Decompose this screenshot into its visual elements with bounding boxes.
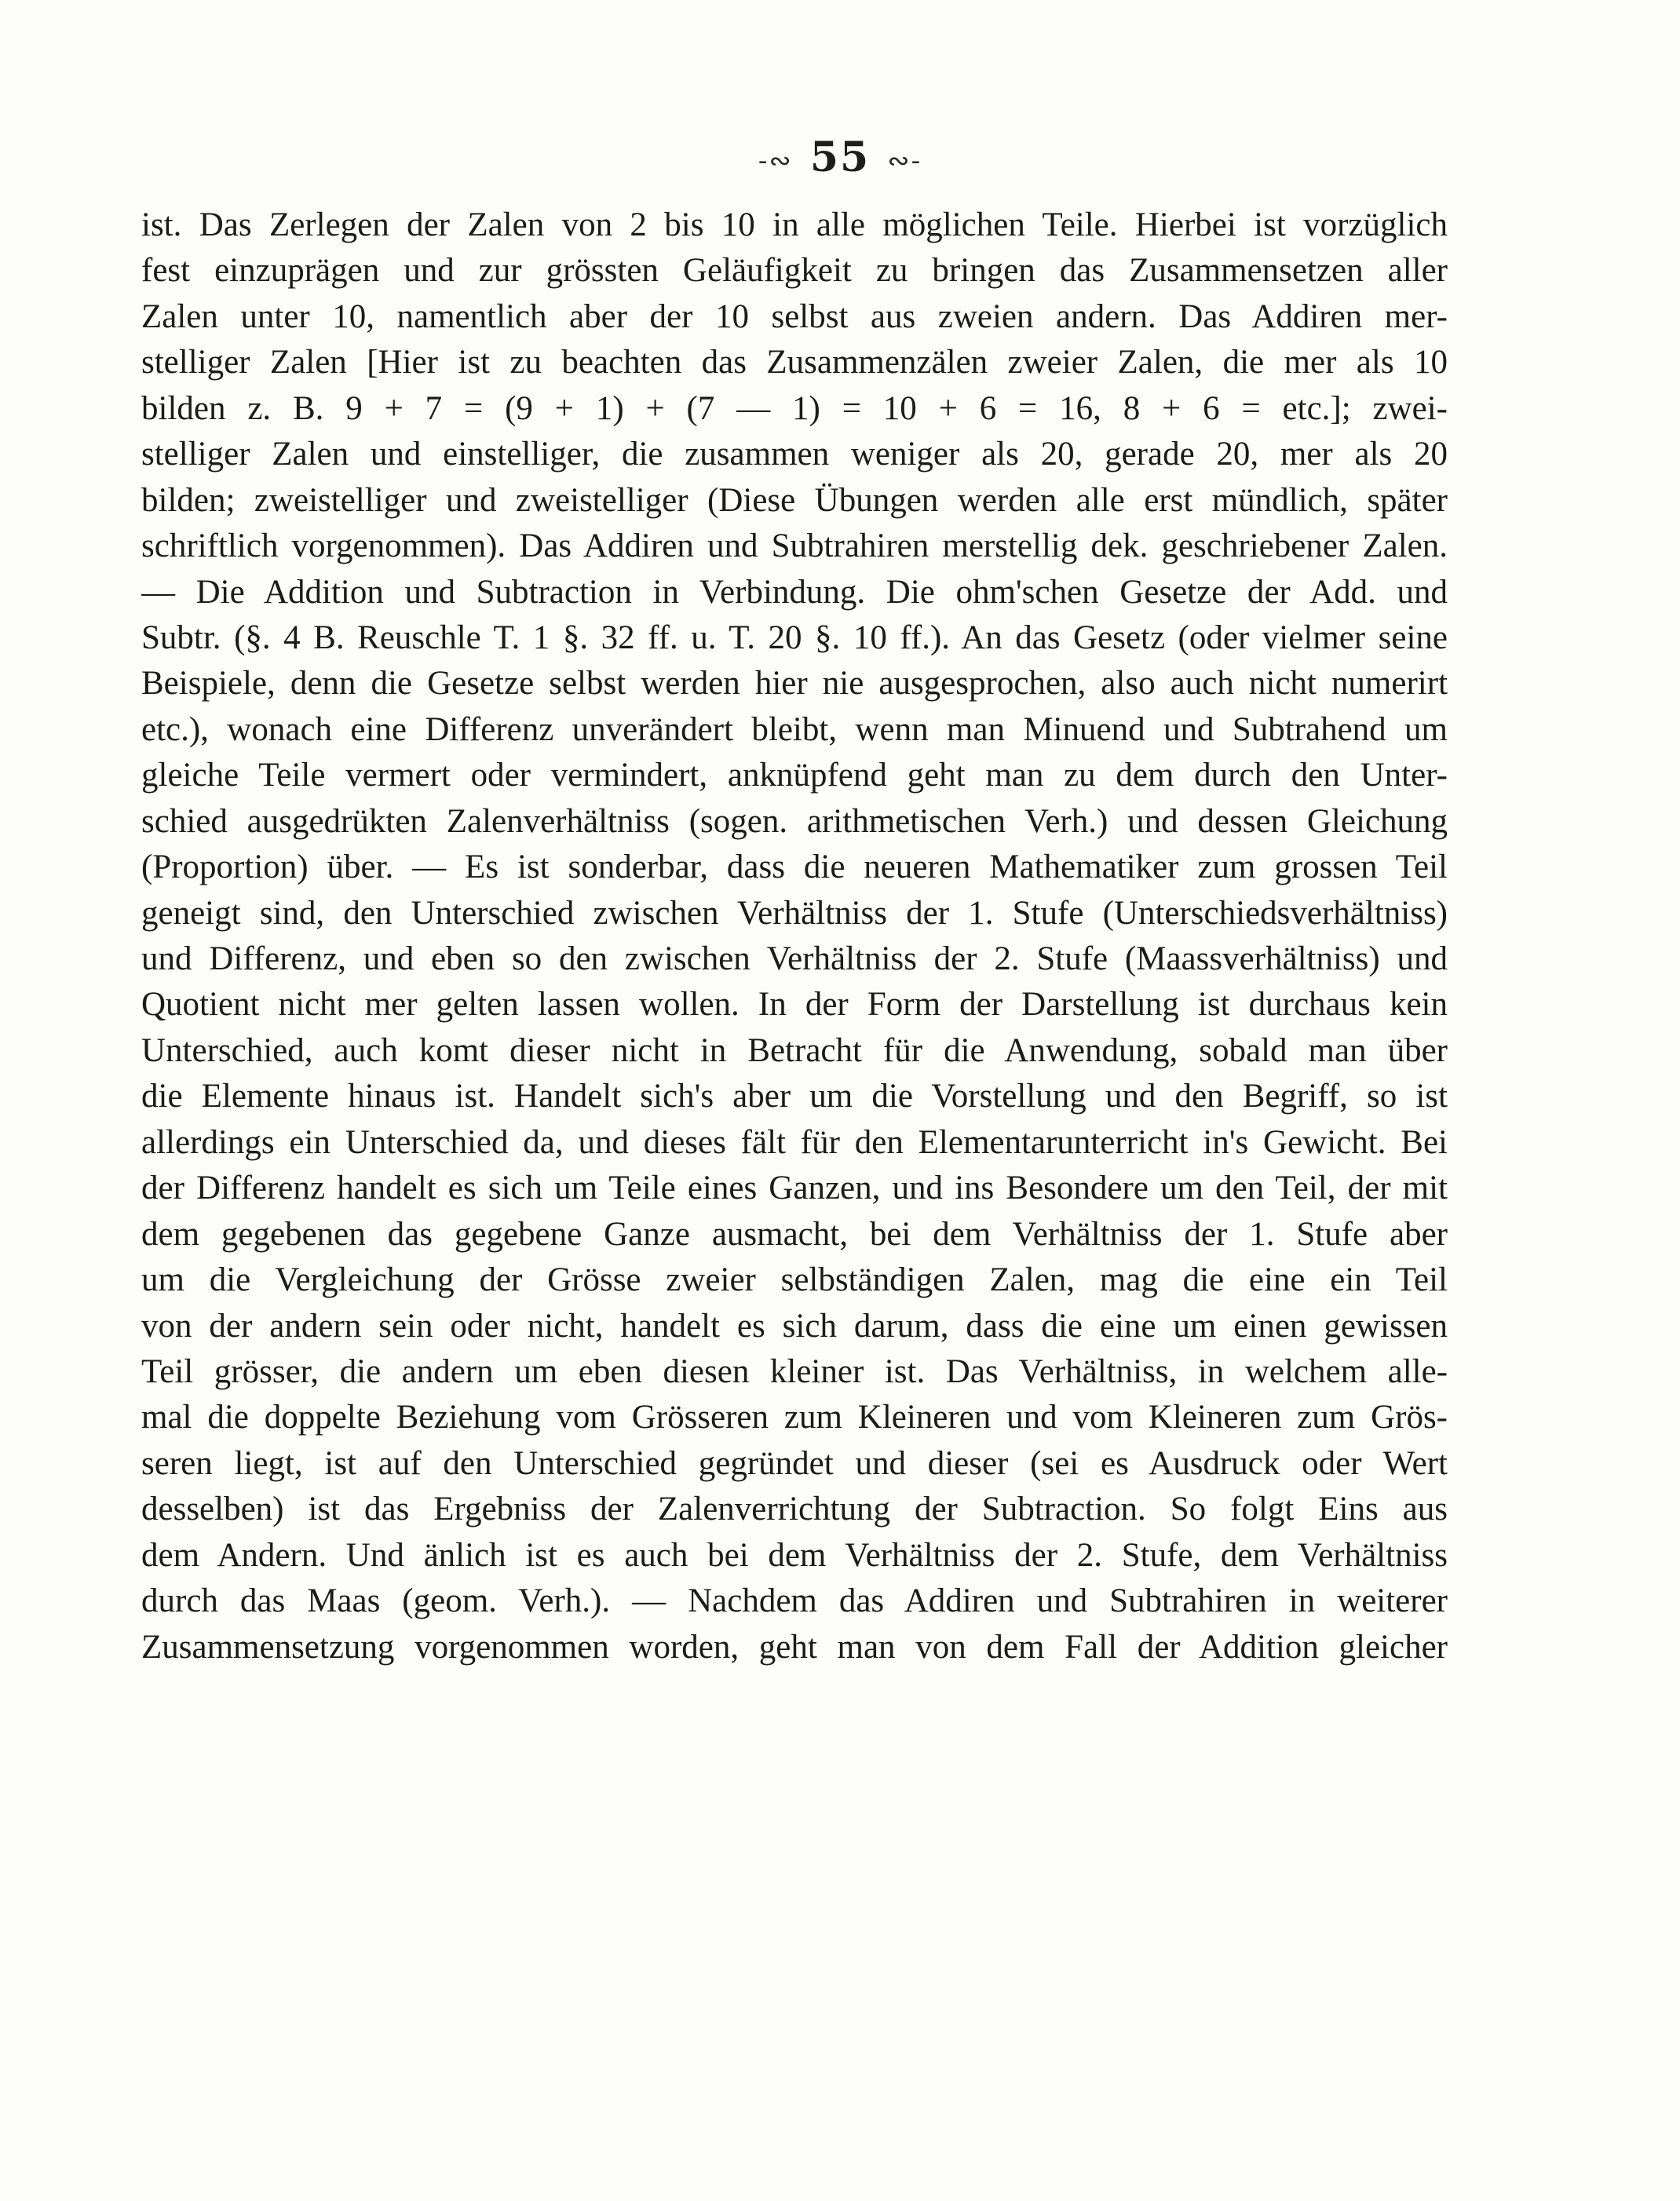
- text-line: seren liegt, ist auf den Unterschied gegründet und dieser (sei es Ausdruck oder Wert: [141, 1444, 1448, 1482]
- text-line: Beispiele, denn die Gesetze selbst werden hier nie ausgesprochen, also auch nicht numerirt: [141, 665, 1448, 703]
- text-line: Zusammensetzung vorgenommen worden, geht man von dem Fall der Addition gleicher: [141, 1628, 1448, 1666]
- text-line: Quotient nicht mer gelten lassen wollen. In der Form der Darstellung ist durchaus kein: [141, 986, 1448, 1024]
- text-line: mal die doppelte Beziehung vom Grösseren zum Kleineren und vom Kleineren zum Grös-: [141, 1399, 1448, 1436]
- text-line: stelliger Zalen [Hier ist zu beachten das Zusammenzälen zweier Zalen, die mer als 10: [141, 344, 1448, 381]
- text-line: von der andern sein oder nicht, handelt es sich darum, dass die eine um einen gewissen: [141, 1307, 1448, 1345]
- text-line: — Die Addition und Subtraction in Verbindung. Die ohm'schen Gesetze der Add. und: [141, 573, 1448, 611]
- text-line: schriftlich vorgenommen). Das Addiren und Subtrahiren merstellig dek. geschriebener Zalen.: [141, 527, 1448, 565]
- page-number: 55: [809, 133, 871, 181]
- text-line: und Differenz, und eben so den zwischen Verhältniss der 2. Stufe (Maassverhältniss) und: [141, 940, 1448, 977]
- text-line: Unterschied, auch komt dieser nicht in Betracht für die Anwendung, sobald man über: [141, 1031, 1448, 1069]
- text-line: fest einzuprägen und zur grössten Geläufigkeit zu bringen das Zusammensetzen aller: [141, 252, 1448, 290]
- text-line: durch das Maas (geom. Verh.). — Nachdem das Addiren und Subtrahiren in weiterer: [141, 1582, 1448, 1620]
- text-line: dem Andern. Und änlich ist es auch bei dem Verhältniss der 2. Stufe, dem Verhältniss: [141, 1536, 1448, 1574]
- text-line: geneigt sind, den Unterschied zwischen Verhältniss der 1. Stufe (Unterschiedsverhältniss): [141, 894, 1448, 932]
- text-line: Teil grösser, die andern um eben diesen kleiner ist. Das Verhältniss, in welchem alle-: [141, 1352, 1448, 1390]
- text-line: ist. Das Zerlegen der Zalen von 2 bis 10 in alle möglichen Teile. Hierbei ist vorzüglich: [141, 206, 1448, 243]
- text-line: die Elemente hinaus ist. Handelt sich's aber um die Vorstellung und den Begriff, so ist: [141, 1078, 1448, 1115]
- body-text: [141, 203, 1448, 1670]
- text-line: stelliger Zalen und einstelliger, die zusammen weniger als 20, gerade 20, mer als 20: [141, 436, 1448, 473]
- page-header: [0, 133, 1680, 181]
- text-line: schied ausgedrükten Zalenverhältniss (sogen. arithmetischen Verh.) und dessen Gleichung: [141, 802, 1448, 840]
- text-line: desselben) ist das Ergebniss der Zalenverrichtung der Subtraction. So folgt Eins aus: [141, 1491, 1448, 1528]
- text-line: (Proportion) über. — Es ist sonderbar, dass die neueren Mathematiker zum grossen Teil: [141, 849, 1448, 886]
- text-line: der Differenz handelt es sich um Teile eines Ganzen, und ins Besondere um den Teil, der mit: [141, 1170, 1448, 1207]
- ornament-right-icon: ∾-: [887, 144, 922, 177]
- ornament-left-icon: -∾: [758, 144, 793, 177]
- text-line: Subtr. (§. 4 B. Reuschle T. 1 §. 32 ff. u. T. 20 §. 10 ff.). An das Gesetz (oder vielmer seine: [141, 619, 1448, 656]
- text-line: bilden; zweistelliger und zweistelliger (Diese Übungen werden alle erst mündlich, später: [141, 481, 1448, 519]
- text-line: gleiche Teile vermert oder vermindert, anknüpfend geht man zu dem durch den Unter-: [141, 757, 1448, 794]
- text-line: um die Vergleichung der Grösse zweier selbständigen Zalen, mag die eine ein Teil: [141, 1261, 1448, 1299]
- text-line: Zalen unter 10, namentlich aber der 10 selbst aus zweien andern. Das Addiren mer-: [141, 297, 1448, 335]
- text-line: allerdings ein Unterschied da, und dieses fält für den Elementarunterricht in's Gewicht. Bei: [141, 1123, 1448, 1161]
- text-line: dem gegebenen das gegebene Ganze ausmacht, bei dem Verhältniss der 1. Stufe aber: [141, 1215, 1448, 1253]
- text-line: bilden z. B. 9 + 7 = (9 + 1) + (7 — 1) = 10 + 6 = 16, 8 + 6 = etc.]; zwei-: [141, 389, 1448, 427]
- text-line: etc.), wonach eine Differenz unverändert bleibt, wenn man Minuend und Subtrahend um: [141, 710, 1448, 748]
